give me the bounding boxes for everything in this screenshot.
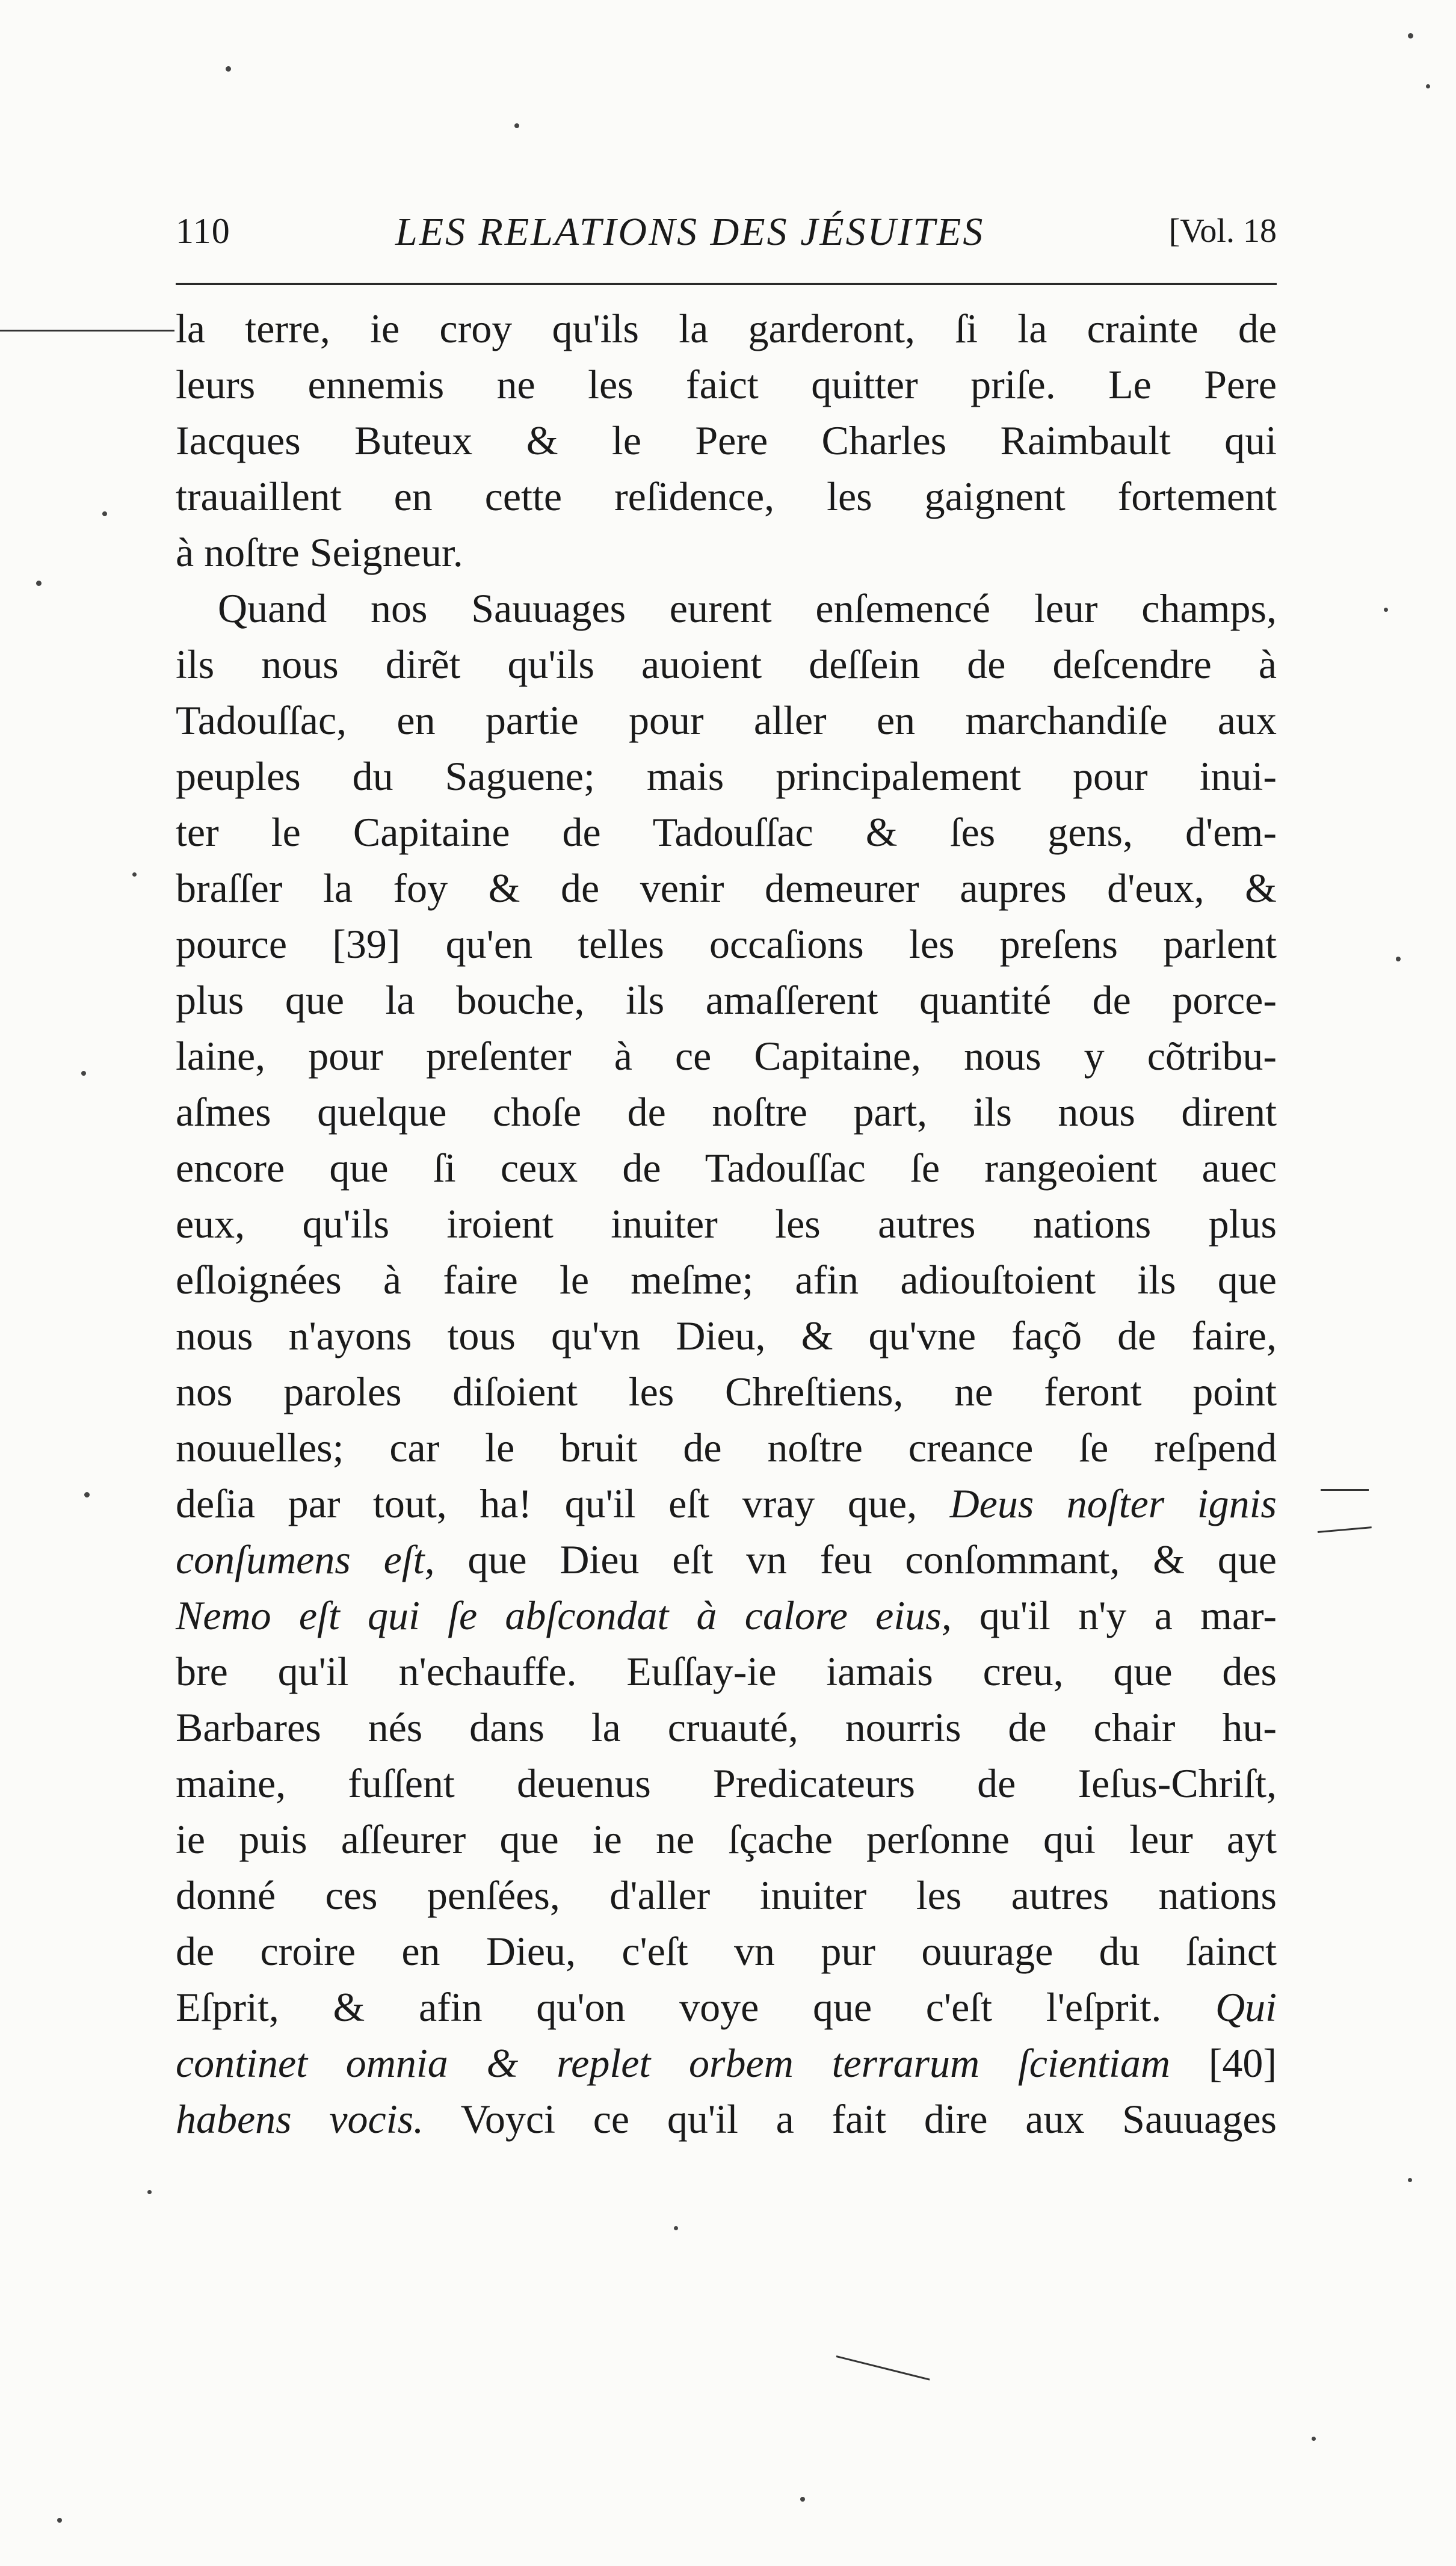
text-line: à noſtre Seigneur. xyxy=(176,529,463,575)
latin-quote: conſumens eſt, xyxy=(176,1537,435,1582)
latin-quote: Deus noſter ignis xyxy=(949,1481,1277,1526)
scan-speck xyxy=(1312,2437,1316,2441)
text-run: Voyci ce qu'il a fait dire aux Sauuages xyxy=(424,2096,1277,2142)
scan-speck xyxy=(57,2518,62,2523)
running-title: LES RELATIONS DES JÉSUITES xyxy=(395,210,985,254)
text-line xyxy=(176,1476,1277,1532)
scan-speck xyxy=(226,66,231,72)
text-run: Eſprit, & afin qu'on voye que c'eſt l'eſprit. xyxy=(176,1984,1215,2030)
scan-speck xyxy=(1396,957,1401,961)
scan-speck xyxy=(132,872,137,877)
text-line: ils nous dirẽt qu'ils auoient deſſein de deſcendre à xyxy=(176,641,1277,687)
text-line: laine, pour preſenter à ce Capitaine, nous y cõtribu- xyxy=(176,1033,1277,1079)
text-line: la terre, ie croy qu'ils la garderont, ſi la crainte de xyxy=(176,306,1277,351)
text-line: eſloignées à faire le meſme; afin adiouſtoient ils que xyxy=(176,1257,1277,1303)
text-line: aſmes quelque choſe de noſtre part, ils nous dirent xyxy=(176,1089,1277,1135)
scan-mark xyxy=(0,330,174,332)
scan-mark xyxy=(1321,1489,1369,1491)
text-line: eux, qu'ils iroient inuiter les autres nations plus xyxy=(176,1201,1277,1247)
scan-speck xyxy=(147,2190,152,2194)
text-line: peuples du Saguene; mais principalement pour inui- xyxy=(176,753,1277,799)
text-line xyxy=(176,1588,1277,1644)
latin-quote: Qui xyxy=(1215,1984,1277,2030)
latin-quote: Nemo eſt qui ſe abſcondat à calore eius, xyxy=(176,1593,952,1638)
text-line: bre qu'il n'echauffe. Euſſay-ie iamais creu, que des xyxy=(176,1648,1277,1694)
scan-speck xyxy=(800,2497,805,2502)
page-number: 110 xyxy=(176,211,230,251)
scan-mark xyxy=(1318,1526,1372,1533)
volume-label: [Vol. 18 xyxy=(1168,212,1277,250)
scan-speck xyxy=(1384,608,1388,612)
text-line xyxy=(176,1532,1277,1588)
text-line: ter le Capitaine de Tadouſſac & ſes gens, d'em- xyxy=(176,809,1277,855)
scan-speck xyxy=(84,1492,90,1497)
text-run: qu'il n'y a mar- xyxy=(951,1593,1277,1638)
text-line: encore que ſi ceux de Tadouſſac ſe rangeoient auec xyxy=(176,1145,1277,1191)
latin-quote: habens vocis. xyxy=(176,2096,424,2142)
page-header xyxy=(176,199,1277,259)
text-line: nous n'ayons tous qu'vn Dieu, & qu'vne façõ de faire, xyxy=(176,1313,1277,1359)
scan-speck xyxy=(1408,33,1413,39)
text-line xyxy=(176,2091,1277,2147)
text-run: deſia par tout, ha! qu'il eſt vray que, xyxy=(176,1481,950,1526)
scan-speck xyxy=(102,511,107,516)
text-line: donné ces penſées, d'aller inuiter les autres nations xyxy=(176,1872,1277,1918)
text-line: braſſer la foy & de venir demeurer aupres d'eux, & xyxy=(176,865,1277,911)
latin-quote: continet omnia & replet orbem terrarum ſcientiam xyxy=(176,2040,1170,2086)
text-line: de croire en Dieu, c'eſt vn pur ouurage du ſainct xyxy=(176,1928,1277,1974)
text-line: nos paroles diſoient les Chreſtiens, ne feront point xyxy=(176,1369,1277,1414)
header-rule xyxy=(176,283,1277,285)
text-line: Quand nos Sauuages eurent enſemencé leur champs, xyxy=(218,585,1277,631)
scan-speck xyxy=(81,1071,86,1076)
text-line: pource [39] qu'en telles occaſions les preſens parlent xyxy=(176,921,1277,967)
scan-speck xyxy=(36,581,42,586)
text-line: nouuelles; car le bruit de noſtre creance ſe reſpend xyxy=(176,1425,1277,1470)
text-line: trauaillent en cette reſidence, les gaignent fortement xyxy=(176,473,1277,519)
scan-speck xyxy=(1426,84,1430,88)
scan-speck xyxy=(514,123,519,128)
scan-speck xyxy=(674,2226,678,2230)
text-run: [40] xyxy=(1170,2040,1277,2086)
text-line xyxy=(176,2035,1277,2091)
text-line: plus que la bouche, ils amaſſerent quantité de porce- xyxy=(176,977,1277,1023)
text-line: Tadouſſac, en partie pour aller en marchandiſe aux xyxy=(176,697,1277,743)
text-line: maine, fuſſent deuenus Predicateurs de Ieſus-Chriſt, xyxy=(176,1760,1277,1806)
text-line: ie puis aſſeurer que ie ne ſçache perſonne qui leur ayt xyxy=(176,1816,1277,1862)
text-line xyxy=(176,1979,1277,2035)
scan-mark xyxy=(836,2355,930,2381)
text-line: leurs ennemis ne les faict quitter priſe. Le Pere xyxy=(176,362,1277,407)
body-text xyxy=(176,301,1277,2147)
text-run: que Dieu eſt vn feu conſommant, & que xyxy=(434,1537,1277,1582)
text-line: Barbares nés dans la cruauté, nourris de chair hu- xyxy=(176,1704,1277,1750)
text-line: Iacques Buteux & le Pere Charles Raimbault qui xyxy=(176,418,1277,463)
scan-speck xyxy=(1408,2178,1412,2182)
